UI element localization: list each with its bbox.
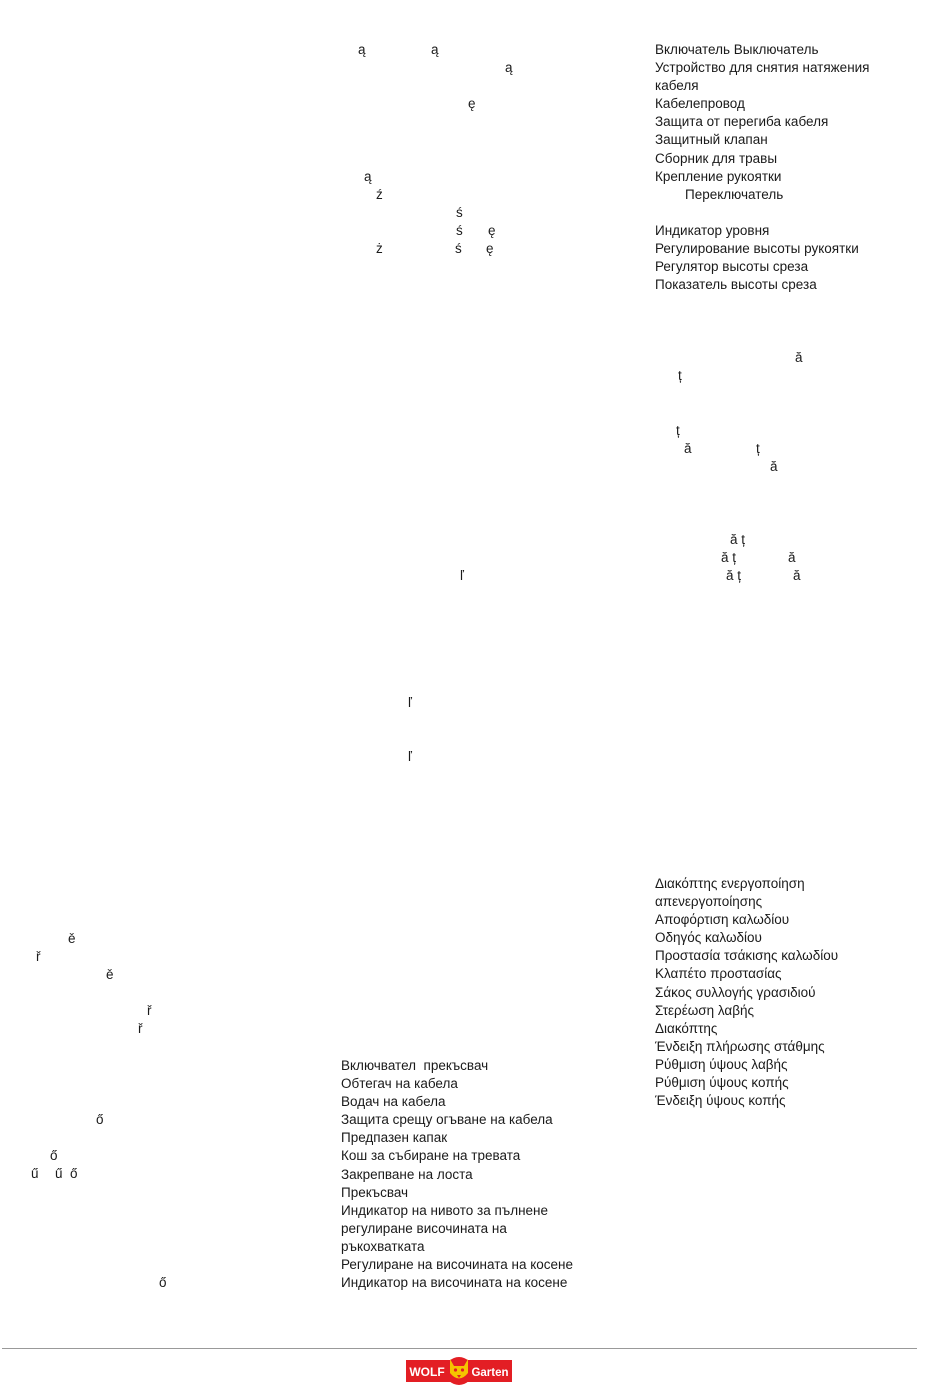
list-item [655, 204, 870, 222]
list-item: ръкохватката [341, 1238, 425, 1254]
residual-glyph: ę [488, 223, 496, 238]
list-item: Регулиране на височината на косене [341, 1257, 574, 1273]
list-item: Ρύθμιση ύψους κοπής [655, 1075, 789, 1091]
list-item: Αποφόρτιση καλωδίου [655, 912, 790, 928]
logo-garten-text: Garten [471, 1367, 509, 1379]
residual-glyph: ă [793, 568, 801, 583]
residual-glyph: ě [106, 967, 114, 982]
list-item: Переключатель [655, 186, 784, 202]
list-item: Защитный клапан [655, 132, 768, 148]
residual-glyph: ț [676, 423, 680, 438]
list-item: Защита срещу огъване на кабела [341, 1112, 553, 1128]
list-item: Прекъсвач [341, 1184, 409, 1200]
list-item: Προστασία τσάκισης καλωδίου [655, 948, 839, 964]
list-item: Показатель высоты среза [655, 277, 817, 293]
list-item: Устройство для снятия натяжения [655, 60, 870, 76]
list-item: Предпазен капак [341, 1130, 448, 1146]
residual-glyph: ű [31, 1166, 39, 1181]
residual-glyph: ľ [408, 749, 412, 764]
list-item: Индикатор на височината на косене [341, 1275, 568, 1291]
list-item: Регулятор высоты среза [655, 259, 809, 275]
residual-glyph: ś [455, 241, 462, 256]
footer-divider [2, 1348, 917, 1349]
residual-glyph: ř [147, 1003, 152, 1018]
list-item: Κλαπέτο προστασίας [655, 966, 782, 982]
list-item: Крепление рукоятки [655, 168, 782, 184]
list-item: Ένδειξη πλήρωσης στάθμης [655, 1038, 825, 1054]
residual-glyph: ą [431, 42, 439, 57]
list-item: Регулирование высоты рукоятки [655, 241, 859, 257]
residual-glyph: ă [684, 441, 692, 456]
residual-glyph: ę [468, 96, 476, 111]
residual-glyph: ț [756, 441, 760, 456]
logo-wolf-text: WOLF [409, 1365, 445, 1379]
residual-glyph: ľ [460, 568, 464, 583]
residual-glyph: ă [770, 459, 778, 474]
list-item: Кабелепровод [655, 96, 745, 112]
residual-glyph: ę [486, 241, 494, 256]
residual-glyph: ă ț [730, 532, 746, 547]
list-item: Διακόπτης ενεργοποίηση [655, 876, 805, 891]
wolf-garten-logo [406, 1355, 512, 1385]
residual-glyph: ő [96, 1112, 104, 1127]
residual-glyph: ą [364, 169, 372, 184]
residual-glyph: ź [376, 187, 383, 202]
list-item: Закрепване на лоста [341, 1166, 473, 1182]
residual-glyph: ą [505, 60, 513, 75]
list-item: Ένδειξη ύψους κοπής [655, 1093, 786, 1109]
list-item: Индикатор на нивото за пълнене [341, 1202, 549, 1218]
residual-glyph: ľ [408, 695, 412, 710]
residual-glyph: ő [159, 1275, 167, 1290]
residual-glyph: ř [36, 949, 41, 964]
list-item: Στερέωση λαβής [655, 1002, 755, 1018]
residual-glyph: ś [456, 223, 463, 238]
list-item: Кош за събиране на тревата [341, 1148, 521, 1164]
residual-glyph: ț [678, 368, 682, 383]
residual-glyph: ą [358, 42, 366, 57]
list-item: Включатель Выключатель [655, 42, 819, 57]
residual-glyph: ř [138, 1021, 143, 1036]
russian-parts-list [655, 41, 870, 294]
residual-glyph: ő [50, 1148, 58, 1163]
residual-glyph: ă [788, 550, 796, 565]
list-item: απενεργοποίησης [655, 894, 763, 910]
list-item: регулиране височината на [341, 1220, 507, 1236]
greek-parts-list [655, 875, 838, 1110]
residual-glyph: ű [55, 1166, 63, 1181]
residual-glyph: ě [68, 931, 76, 946]
residual-glyph: ő [70, 1166, 78, 1181]
list-item: Сборник для травы [655, 150, 778, 166]
list-item: Σάκος συλλογής γρασιδιού [655, 984, 816, 1000]
list-item: Οδηγός καλωδίου [655, 930, 762, 946]
list-item: Водач на кабела [341, 1094, 446, 1110]
list-item: кабеля [655, 78, 699, 94]
list-item: Ρύθμιση ύψους λαβής [655, 1056, 788, 1072]
residual-glyph: ă ț [726, 568, 742, 583]
residual-glyph: ă [795, 350, 803, 365]
list-item: Индикатор уровня [655, 222, 770, 238]
residual-glyph: ż [376, 241, 383, 256]
list-item: Διακόπτης [655, 1020, 718, 1036]
residual-glyph: ś [456, 205, 463, 220]
list-item: Включвател прекъсвач [341, 1058, 489, 1073]
residual-glyph: ă ț [721, 550, 737, 565]
list-item: Защита от перегиба кабеля [655, 114, 829, 130]
list-item: Обтегач на кабела [341, 1076, 458, 1092]
bulgarian-parts-list [341, 1057, 573, 1292]
